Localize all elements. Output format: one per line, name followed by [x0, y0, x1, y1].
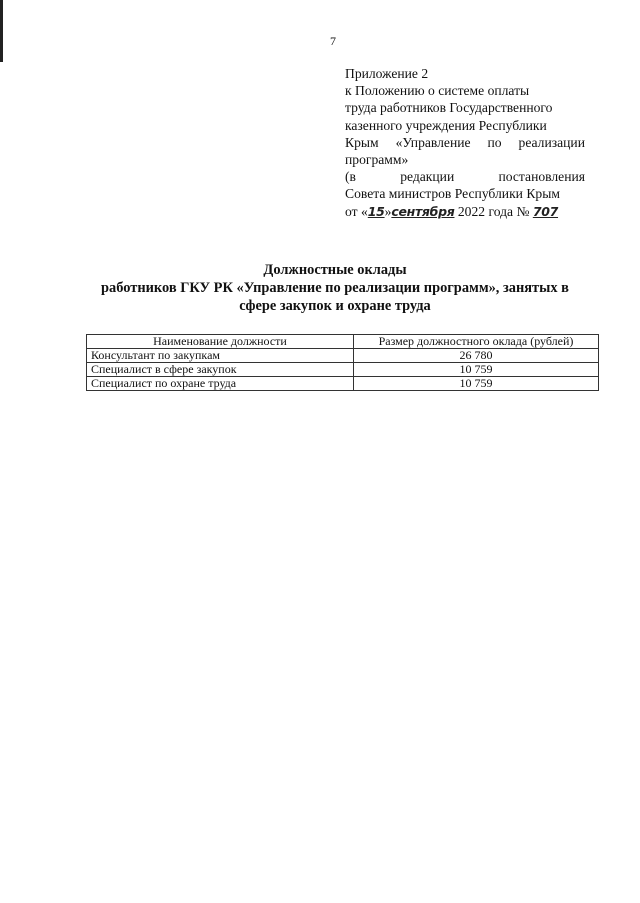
table-header-row [87, 335, 599, 349]
appendix-word: по [487, 134, 502, 150]
appendix-line-3: труда работников Государственного [345, 100, 553, 116]
appendix-word: Крым [345, 134, 379, 150]
appendix-line-6: программ» [345, 152, 409, 168]
salary-value: 26 780 [354, 349, 599, 363]
salary-table [86, 334, 599, 391]
page-number: 7 [330, 34, 336, 48]
scan-edge-mark [0, 0, 3, 62]
salary-value: 10 759 [354, 363, 599, 377]
table-row [87, 363, 599, 377]
handwritten-day: 15 [367, 203, 385, 219]
document-subtitle [60, 279, 610, 315]
appendix-line-2: к Положению о системе оплаты [345, 83, 530, 99]
salary-value: 10 759 [354, 377, 599, 391]
appendix-line-8: Совета министров Республики Крым [345, 186, 560, 202]
document-title: Должностные оклады [263, 262, 407, 278]
handwritten-number: 707 [532, 203, 559, 219]
appendix-line-7 [345, 168, 585, 185]
appendix-word: редакции [400, 169, 455, 185]
appendix-date-line [345, 203, 585, 220]
appendix-line-1: Приложение 2 [345, 66, 429, 81]
position-name: Специалист в сфере закупок [87, 363, 354, 377]
column-header-position: Наименование должности [87, 335, 354, 349]
subtitle-line-2: сфере закупок и охране труда [239, 298, 431, 314]
table-row [87, 349, 599, 363]
appendix-line-5 [345, 134, 585, 151]
appendix-line-4: казенного учреждения Республики [345, 117, 547, 133]
appendix-word: реализации [518, 134, 585, 150]
appendix-header [345, 65, 585, 220]
position-name: Консультант по закупкам [87, 349, 354, 363]
subtitle-line-1: работников ГКУ РК «Управление по реализации программ», занятых в [101, 280, 569, 296]
date-prefix: от « [345, 203, 368, 219]
position-name: Специалист по охране труда [87, 377, 354, 391]
appendix-word: (в [345, 169, 356, 185]
appendix-word: постановления [498, 169, 585, 185]
date-separator: » [384, 203, 392, 219]
date-year: 2022 года № [457, 203, 530, 219]
table-row [87, 377, 599, 391]
handwritten-month: сентября [391, 203, 455, 219]
appendix-word: «Управление [395, 134, 471, 150]
column-header-salary: Размер должностного оклада (рублей) [354, 335, 599, 349]
